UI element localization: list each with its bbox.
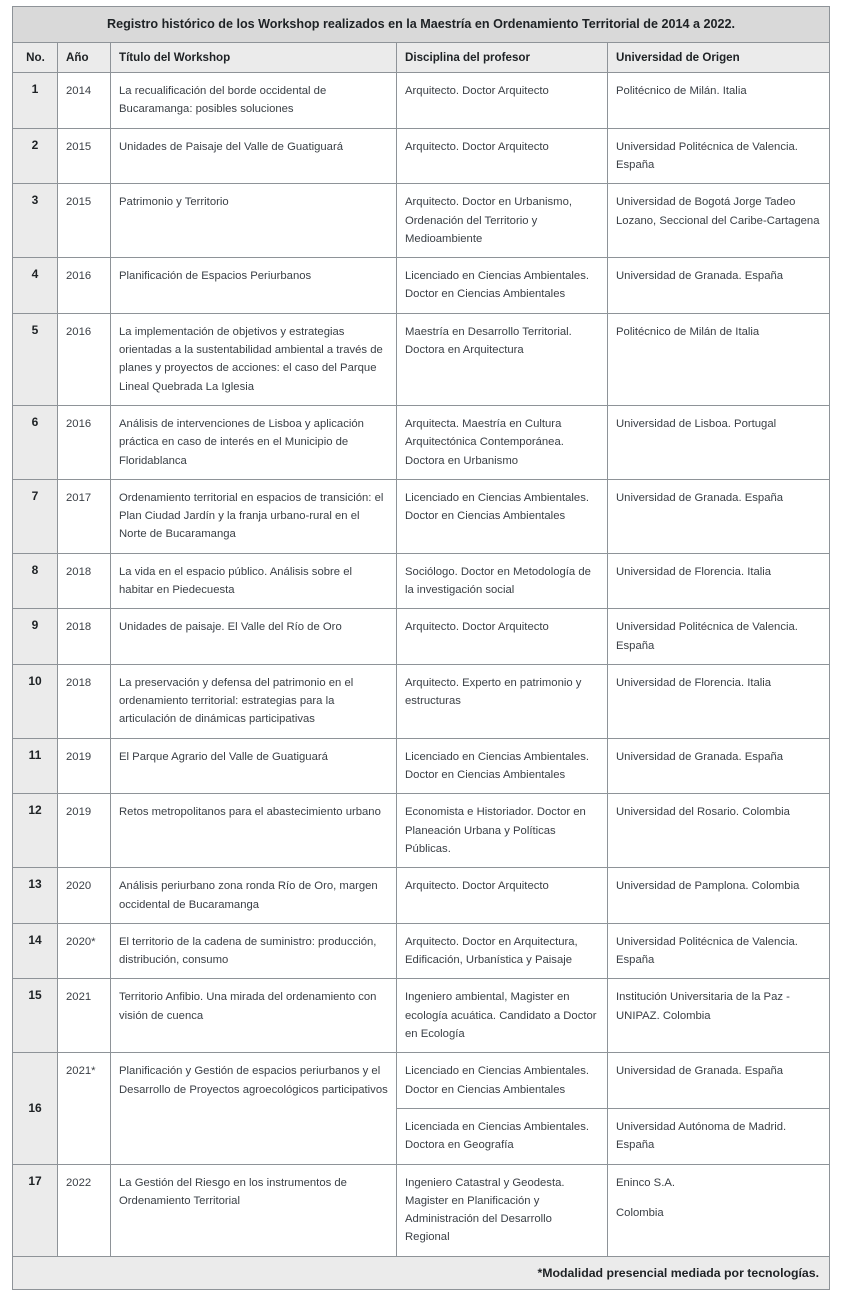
row-university: Universidad de Pamplona. Colombia <box>608 868 830 924</box>
table-header-row <box>13 43 830 73</box>
table-container <box>12 6 829 1290</box>
table-row <box>13 405 830 479</box>
column-header-no: No. <box>13 43 58 73</box>
table-row <box>13 794 830 868</box>
row-university: Universidad de Bogotá Jorge Tadeo Lozano, Seccional del Caribe-Cartagena <box>608 184 830 258</box>
row-discipline: Arquitecto. Doctor en Urbanismo, Ordenación del Territorio y Medioambiente <box>397 184 608 258</box>
row-university: Universidad Politécnica de Valencia. España <box>608 923 830 979</box>
row-title: Territorio Anfibio. Una mirada del ordenamiento con visión de cuenca <box>111 979 397 1053</box>
row-number: 11 <box>13 738 58 794</box>
row-university: Universidad Autónoma de Madrid. España <box>608 1108 830 1164</box>
row-university: Universidad de Lisboa. Portugal <box>608 405 830 479</box>
table-row <box>13 868 830 924</box>
table-row <box>13 1164 830 1256</box>
table-row <box>13 979 830 1053</box>
row-title: Unidades de Paisaje del Valle de Guatiguará <box>111 128 397 184</box>
row-university: Universidad de Florencia. Italia <box>608 664 830 738</box>
table-row <box>13 738 830 794</box>
row-year: 2021 <box>58 979 111 1053</box>
row-year: 2017 <box>58 479 111 553</box>
row-year: 2015 <box>58 184 111 258</box>
table-row <box>13 184 830 258</box>
row-title: La implementación de objetivos y estrategias orientadas a la sustentabilidad ambiental a través de planes y proyectos de acciones: el caso del Parque Lineal Quebrada La Iglesia <box>111 313 397 405</box>
row-year: 2022 <box>58 1164 111 1256</box>
row-discipline: Maestría en Desarrollo Territorial. Doctora en Arquitectura <box>397 313 608 405</box>
row-title: La Gestión del Riesgo en los instrumentos de Ordenamiento Territorial <box>111 1164 397 1256</box>
row-number: 5 <box>13 313 58 405</box>
table-caption: Registro histórico de los Workshop realizados en la Maestría en Ordenamiento Territorial de 2014 a 2022. <box>13 7 830 43</box>
row-university: Institución Universitaria de la Paz -UNIPAZ. Colombia <box>608 979 830 1053</box>
row-number: 10 <box>13 664 58 738</box>
row-title: Análisis de intervenciones de Lisboa y aplicación práctica en caso de interés en el Municipio de Floridablanca <box>111 405 397 479</box>
row-year: 2016 <box>58 313 111 405</box>
row-number: 17 <box>13 1164 58 1256</box>
row-title: Planificación y Gestión de espacios periurbanos y el Desarrollo de Proyectos agroecológicos participativos <box>111 1053 397 1164</box>
table-row <box>13 923 830 979</box>
row-year: 2019 <box>58 738 111 794</box>
row-year: 2014 <box>58 73 111 129</box>
table-footnote-row <box>13 1256 830 1289</box>
column-header-uni: Universidad de Origen <box>608 43 830 73</box>
row-discipline: Arquitecto. Doctor Arquitecto <box>397 868 608 924</box>
row-number: 12 <box>13 794 58 868</box>
row-university: Universidad de Granada. España <box>608 738 830 794</box>
row-title: Patrimonio y Territorio <box>111 184 397 258</box>
row-number: 1 <box>13 73 58 129</box>
row-title: Retos metropolitanos para el abastecimiento urbano <box>111 794 397 868</box>
table-caption-row <box>13 7 830 43</box>
table-row <box>13 1053 830 1109</box>
row-discipline: Economista e Historiador. Doctor en Planeación Urbana y Políticas Públicas. <box>397 794 608 868</box>
row-discipline: Arquitecta. Maestría en Cultura Arquitectónica Contemporánea. Doctora en Urbanismo <box>397 405 608 479</box>
row-university: Universidad de Granada. España <box>608 1053 830 1109</box>
row-number: 4 <box>13 258 58 314</box>
workshop-registry-table <box>12 6 830 1290</box>
table-row <box>13 313 830 405</box>
row-university: Politécnico de Milán. Italia <box>608 73 830 129</box>
row-number: 6 <box>13 405 58 479</box>
row-year: 2019 <box>58 794 111 868</box>
row-year: 2020* <box>58 923 111 979</box>
row-title: Ordenamiento territorial en espacios de transición: el Plan Ciudad Jardín y la franja urbano-rural en el Norte de Bucaramanga <box>111 479 397 553</box>
row-university: Universidad Politécnica de Valencia. España <box>608 128 830 184</box>
row-university <box>608 1164 830 1256</box>
row-discipline: Arquitecto. Doctor Arquitecto <box>397 73 608 129</box>
row-title: La preservación y defensa del patrimonio en el ordenamiento territorial: estrategias para la articulación de dinámicas participativas <box>111 664 397 738</box>
row-university-line: Colombia <box>616 1206 664 1219</box>
row-title: La recualificación del borde occidental de Bucaramanga: posibles soluciones <box>111 73 397 129</box>
row-title: El Parque Agrario del Valle de Guatiguará <box>111 738 397 794</box>
row-title: Análisis periurbano zona ronda Río de Oro, margen occidental de Bucaramanga <box>111 868 397 924</box>
row-year: 2016 <box>58 258 111 314</box>
row-year: 2018 <box>58 553 111 609</box>
row-number: 2 <box>13 128 58 184</box>
row-university: Politécnico de Milán de Italia <box>608 313 830 405</box>
row-number: 13 <box>13 868 58 924</box>
row-discipline: Arquitecto. Doctor en Arquitectura, Edificación, Urbanística y Paisaje <box>397 923 608 979</box>
row-number: 8 <box>13 553 58 609</box>
row-discipline: Arquitecto. Experto en patrimonio y estructuras <box>397 664 608 738</box>
table-row <box>13 128 830 184</box>
row-discipline: Ingeniero Catastral y Geodesta. Magister en Planificación y Administración del Desarrollo Regional <box>397 1164 608 1256</box>
row-year: 2021* <box>58 1053 111 1164</box>
row-university: Universidad de Granada. España <box>608 479 830 553</box>
row-discipline: Arquitecto. Doctor Arquitecto <box>397 128 608 184</box>
row-number: 7 <box>13 479 58 553</box>
row-year: 2018 <box>58 664 111 738</box>
row-number: 16 <box>13 1053 58 1164</box>
row-discipline: Arquitecto. Doctor Arquitecto <box>397 609 608 665</box>
row-university: Universidad de Granada. España <box>608 258 830 314</box>
column-header-title: Título del Workshop <box>111 43 397 73</box>
row-discipline: Licenciado en Ciencias Ambientales. Doctor en Ciencias Ambientales <box>397 738 608 794</box>
row-title: Planificación de Espacios Periurbanos <box>111 258 397 314</box>
row-year: 2020 <box>58 868 111 924</box>
row-title: Unidades de paisaje. El Valle del Río de Oro <box>111 609 397 665</box>
table-row <box>13 609 830 665</box>
row-discipline: Licenciado en Ciencias Ambientales. Doctor en Ciencias Ambientales <box>397 258 608 314</box>
row-discipline: Licenciada en Ciencias Ambientales. Doctora en Geografía <box>397 1108 608 1164</box>
row-university: Universidad Politécnica de Valencia. España <box>608 609 830 665</box>
table-footnote: *Modalidad presencial mediada por tecnologías. <box>13 1256 830 1289</box>
row-year: 2016 <box>58 405 111 479</box>
row-year: 2015 <box>58 128 111 184</box>
row-discipline: Sociólogo. Doctor en Metodología de la investigación social <box>397 553 608 609</box>
table-row <box>13 258 830 314</box>
row-university-line: Eninco S.A. <box>616 1176 676 1189</box>
row-number: 3 <box>13 184 58 258</box>
table-row <box>13 73 830 129</box>
row-number: 15 <box>13 979 58 1053</box>
table-row <box>13 479 830 553</box>
table-row <box>13 553 830 609</box>
row-title: El territorio de la cadena de suministro: producción, distribución, consumo <box>111 923 397 979</box>
table-row <box>13 664 830 738</box>
column-header-disc: Disciplina del profesor <box>397 43 608 73</box>
row-number: 9 <box>13 609 58 665</box>
row-title: La vida en el espacio público. Análisis sobre el habitar en Piedecuesta <box>111 553 397 609</box>
row-discipline: Licenciado en Ciencias Ambientales. Doctor en Ciencias Ambientales <box>397 1053 608 1109</box>
column-header-year: Año <box>58 43 111 73</box>
row-university: Universidad del Rosario. Colombia <box>608 794 830 868</box>
row-discipline: Licenciado en Ciencias Ambientales. Doctor en Ciencias Ambientales <box>397 479 608 553</box>
row-number: 14 <box>13 923 58 979</box>
row-discipline: Ingeniero ambiental, Magister en ecología acuática. Candidato a Doctor en Ecología <box>397 979 608 1053</box>
row-year: 2018 <box>58 609 111 665</box>
row-university: Universidad de Florencia. Italia <box>608 553 830 609</box>
